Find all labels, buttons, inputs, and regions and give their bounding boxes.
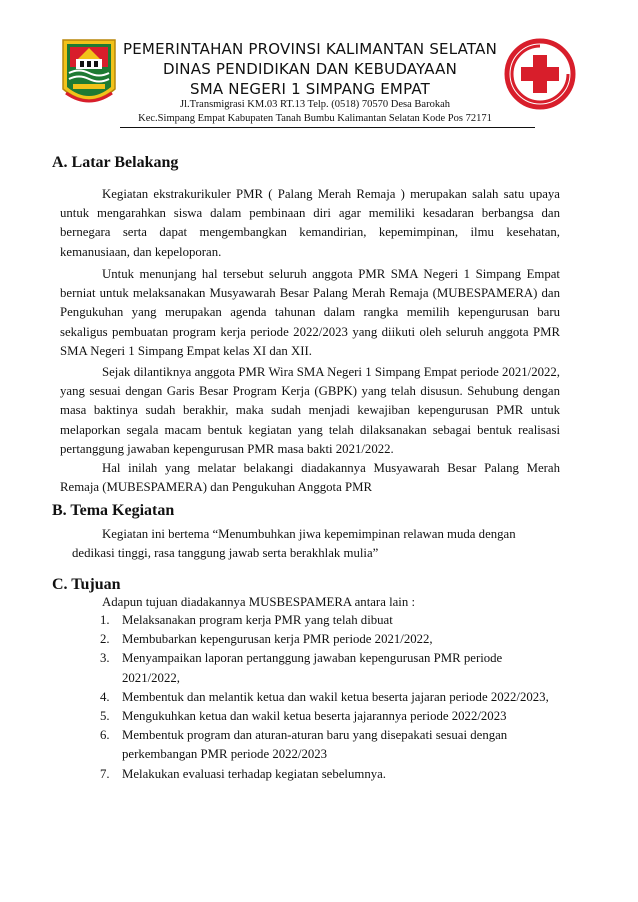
list-item-number: 5. (100, 709, 110, 724)
list-item (100, 611, 560, 630)
list-item-text: Mengukuhkan ketua dan wakil ketua beserta jajarannya periode 2022/2023 (122, 709, 507, 724)
list-item-text: Membentuk dan melantik ketua dan wakil ketua beserta jajaran periode 2022/2023, (122, 689, 549, 704)
pmr-red-cross-icon (503, 37, 577, 111)
list-item-text: Membubarkan kepengurusan kerja PMR periode 2021/2022, (122, 632, 433, 647)
section-a-paragraph-4: Hal inilah yang melatar belakangi diadakannya Musyawarah Besar Palang Merah Remaja (MUBESPAMERA) dan Pengukuhan Anggota PMR (60, 461, 560, 495)
section-a-title: A. Latar Belakang (52, 154, 179, 171)
list-item-number: 4. (100, 689, 110, 704)
goals-list (100, 611, 560, 784)
address-line-2: Kec.Simpang Empat Kabupaten Tanah Bumbu Kalimantan Selatan Kode Pos 72171 (138, 113, 492, 124)
section-a-paragraph-1: Kegiatan ekstrakurikuler PMR ( Palang Merah Remaja ) merupakan salah satu upaya untuk mengarahkan siswa dalam pembinaan diri agar memiliki kesadaran berbangsa dan bernegara serta dapat mengembangkan kemandirian, kepemimpinan, ilmu kesehatan, kemanusiaan, dan kepeloporan. (60, 187, 560, 259)
section-c-title: C. Tujuan (52, 576, 121, 593)
address-line-1: Jl.Transmigrasi KM.03 RT.13 Telp. (0518) 70570 Desa Barokah (180, 99, 450, 110)
list-item-number: 2. (100, 632, 110, 647)
section-b-line-1: Kegiatan ini bertema “Menumbuhkan jiwa kepemimpinan relawan muda dengan (102, 527, 516, 541)
list-item (100, 630, 560, 649)
list-item (100, 726, 560, 764)
section-b-line-2: dedikasi tinggi, rasa tanggung jawab serta berakhlak mulia” (72, 546, 379, 560)
list-item (100, 688, 560, 707)
list-item (100, 765, 560, 784)
list-item (100, 649, 560, 687)
province-emblem-icon (60, 37, 118, 113)
list-item (100, 707, 560, 726)
list-item-number: 6. (100, 728, 110, 743)
letterhead (0, 0, 638, 130)
section-a-paragraph-3: Sejak dilantiknya anggota PMR Wira SMA Negeri 1 Simpang Empat periode 2021/2022, yang sesuai dengan Garis Besar Program Kerja (GBPK) yang telah disusun. Sehubung dengan masa baktinya sudah berakhir, maka sudah menjadi kewajiban kepengurusan PMR untuk melaporkan segala macam bentuk kegiatan yang telah dilaksanakan sebagai bentuk realisasi pertanggung jawaban kepengurusan PMR masa bakti 2021/2022. (60, 365, 560, 456)
list-item-number: 1. (100, 613, 110, 627)
header-divider (120, 127, 535, 128)
header-line-2: DINAS PENDIDIKAN DAN KEBUDAYAAN (162, 60, 458, 78)
list-item-number: 7. (100, 766, 110, 781)
section-b-title: B. Tema Kegiatan (52, 502, 175, 519)
header-line-3: SMA NEGERI 1 SIMPANG EMPAT (189, 80, 431, 98)
list-item-text: Melakukan evaluasi terhadap kegiatan sebelumnya. (122, 766, 387, 781)
header-line-1: PEMERINTAHAN PROVINSI KALIMANTAN SELATAN (123, 40, 497, 58)
list-item-text: Melaksanakan program kerja PMR yang telah dibuat (122, 613, 393, 627)
list-item-text: Membentuk program dan aturan-aturan baru yang disepakati sesuai dengan perkembangan PMR periode 2022/2023 (122, 728, 508, 762)
list-item-number: 3. (100, 651, 110, 666)
section-c-intro: Adapun tujuan diadakannya MUSBESPAMERA antara lain : (102, 595, 416, 609)
list-item-text: Menyampaikan laporan pertanggung jawaban kepengurusan PMR periode 2021/2022, (122, 651, 503, 685)
section-a-paragraph-2: Untuk menunjang hal tersebut seluruh anggota PMR SMA Negeri 1 Simpang Empat berniat untuk melaksanakan Musyawarah Besar Palang Merah Remaja (MUBESPAMERA) dan Pengukuhan yang merupakan agenda tahunan dalam rangka memilih kepengurusan baru sekaligus pembuatan program kerja periode 2022/2023 yang diikuti oleh seluruh anggota PMR SMA Negeri 1 Simpang Empat kelas XI dan XII. (60, 267, 560, 358)
